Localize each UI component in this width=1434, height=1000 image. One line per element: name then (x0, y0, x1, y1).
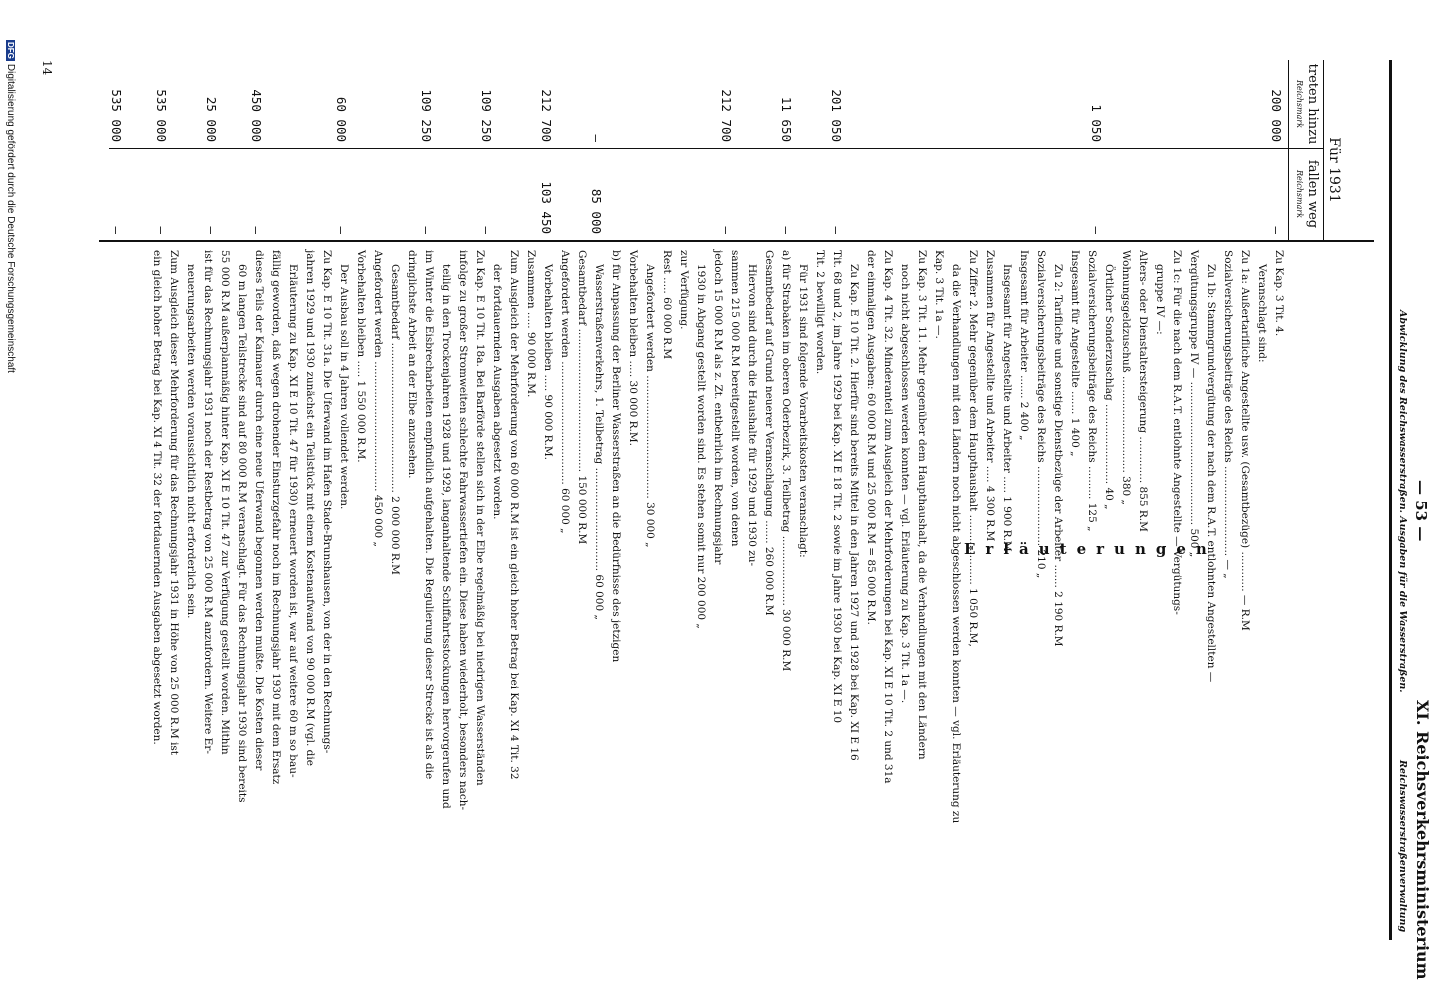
text-line: Zum Ausgleich der Mehrforderung von 60 000 R.M ist ein gleich hoher Betrag bei Kap. XI 4 Tit. 32 (508, 250, 520, 780)
text-line: Sozialversicherungsbeiträge des Reichs ........................ 210 „ (1035, 250, 1047, 579)
text-line: Erläuterung zu Kap. XI E 10 Tit. 47 für 1930) erneuert worden ist, war auf weitere 60 m so bau- (287, 264, 299, 778)
amount-hinzu: 212 700 (539, 89, 554, 142)
amount-hinzu: 25 000 (204, 96, 219, 142)
text-line: Veranschlagt sind: (1256, 264, 1268, 363)
text-line: infolge zu großer Stromweiten schlechte Fahrwassertiefen ein. Diese haben wiederholt, besonders nach- (457, 250, 469, 811)
text-line: Hiervon sind durch die Haushalte für 1929 und 1930 zu- (746, 264, 758, 567)
page-number: — 53 — (1412, 480, 1430, 542)
text-line: gruppe IV —: (1154, 264, 1166, 335)
text-line: Zu 2: Tarifliche und sonstige Dienstbezüge der Arbeiter ....... 2 190 R.M (1052, 264, 1064, 647)
amount-weg: — (419, 226, 434, 234)
column-group-label: Für 1931 (1326, 137, 1342, 203)
text-line: fällig geworden, daß wegen drohender Einsturzgefahr noch im Rechnungsjahr 1930 mit dem Ersatz (270, 250, 282, 785)
column-divider (109, 148, 1324, 149)
text-line: Insgesamt für Angestellte ....... 1 400 „ (1069, 250, 1081, 457)
text-line: 60 m langen Teilstrecke sind auf 80 000 R.M veranschlagt. Für das Rechnungsjahr 1930 sind bereits (236, 264, 248, 803)
amount-weg: — (829, 226, 844, 234)
text-line: Alters- oder Dienstaltersteigerung .............. 855 R.M (1137, 250, 1149, 532)
amount-hinzu: 60 000 (334, 96, 349, 142)
text-line: Zu Kap. 4 Tit. 32. Minderanteil zum Ausgleich der Mehrforderungen bei Kap. XI E 10 Tit. 2 und 31a (882, 250, 894, 784)
amount-weg: 85 000 (589, 188, 604, 234)
text-line: jahren 1929 und 1930 zunächst ein Teilstück mit einem Kostenaufwand von 90 000 R.M (vgl. die (304, 250, 316, 766)
column-header-rule-bottom (1288, 60, 1289, 240)
amount-weg: — (154, 226, 169, 234)
amount-hinzu: 450 000 (249, 89, 264, 142)
text-line: der einmaligen Ausgaben: 60 000 R.M und 25 000 R.M = 85 000 R.M. (865, 250, 877, 625)
text-line: b) für Anpassung der Berliner Wasserstraßen an die Bedürfnisse des jetzigen (610, 250, 622, 663)
text-line: sammen 215 000 R.M bereitgestellt worden, von denen (729, 250, 741, 547)
text-line: 1930 in Abgang gestellt worden sind. Es stehen somit nur 200 000 „ (695, 264, 707, 629)
text-line: jedoch 15 000 R.M als z. Zt. entbehrlich im Rechnungsjahr (712, 250, 724, 565)
text-line: Zu Ziffer 2. Mehr gegenüber dem Haupthaushalt ..................... 1 050 R.M, (967, 250, 979, 647)
text-line: im Winter die Eisbrecharbeiten empfindlich aufgehalten. Die Regulierung dieser Strecke ist als die (423, 250, 435, 780)
column-hinzu-label: treten hinzu (1305, 63, 1320, 145)
text-line: dringlichste Arbeit an der Elbe anzusehen. (406, 250, 418, 479)
amount-hinzu: 200 000 (1269, 89, 1284, 142)
text-line: Zu 1a: Außertarifliche Angestellte usw. (Gesamtbezüge) ............ — R.M (1239, 250, 1251, 631)
text-line: Für 1931 sind folgende Vorarbeitskosten veranschlagt: (797, 264, 809, 558)
text-line: dieses Teils der Kaimauer durch eine neue Uferwand begonnen werden mußte. Die Kosten dieser (253, 250, 265, 771)
text-line: Angefordert werden ....................................... 450 000 „ (372, 250, 384, 547)
amount-weg: 103 450 (539, 181, 554, 234)
text-line: zur Verfügung. (678, 250, 690, 330)
text-line: Vorbehalten bleiben ..... 30 000 R.M. (627, 250, 639, 446)
header-subtitle-right: Reichswasserstraßenverwaltung (1397, 760, 1408, 933)
text-line: Gesamtbedarf ............................................. 2 000 000 R.M (389, 264, 401, 575)
text-line: Wohnungsgeldzuschuß ............................. 380 „ (1120, 250, 1132, 505)
text-line: noch nicht abgeschlossen werden konnten — vgl. Erläuterung zu Kap. 3 Tit. 1a —. (899, 264, 911, 704)
text-line: Zu Kap. E 10 Tit. 2. Hierfür sind bereits Mittel in den Jahren 1927 und 1928 bei Kap. XI E 16 (848, 264, 860, 761)
amount-weg: — (779, 226, 794, 234)
column-weg-label: fallen weg (1305, 159, 1320, 229)
column-right-border (99, 240, 1374, 242)
text-line: Zu Kap. 3 Tit. 11. Mehr gegenüber dem Haupthaushalt, da die Verhandlungen mit den Ländern (916, 250, 928, 760)
text-line: Angefordert werden ..................................... 30 000 „ (644, 264, 656, 548)
column-weg-unit: Reichsmark (1295, 169, 1304, 219)
amount-hinzu: 535 000 (109, 89, 124, 142)
text-line: 55 000 R.M außerplanmäßig hinter Kap. XI E 10 Tit. 47 zur Verfügung gestellt worden. Mithin (219, 250, 231, 755)
text-line: da die Verhandlungen mit den Ländern noch nicht abgeschlossen werden konnten — vgl. Erläuterung zu (950, 264, 962, 824)
footer-credit: Digitalisierung gefördert durch die Deutsche Forschungsgemeinschaft (5, 63, 16, 373)
text-line: Der Ausbau soll in 4 Jahren vollendet werden. (338, 264, 350, 510)
amount-weg: — (109, 226, 124, 234)
text-line: Zusammen ..... 90 000 R.M. (525, 250, 537, 398)
text-line: der fortdauernden Ausgaben abgesetzt worden. (491, 264, 503, 520)
text-line: Zu Kap. E 10 Tit. 31a. Die Uferwand im Hafen Stade-Brunshausen, von der in den Rechnungs- (321, 250, 333, 754)
text-line: Tit. 2 bewilligt worden. (814, 250, 826, 375)
text-line: Zum Ausgleich dieser Mehrforderung für das Rechnungsjahr 1931 in Höhe von 25 000 R.M ist (168, 250, 180, 756)
header-rule (1389, 60, 1392, 940)
amount-weg: — (719, 226, 734, 234)
text-line: Angefordert werden ..................................... 60 000 „ (559, 250, 571, 534)
text-line: Insgesamt für Arbeiter ....... 2 400 „ (1018, 250, 1030, 441)
footer-credit-line (5, 40, 16, 373)
text-line: Örtlicher Sonderzuschlag ........................ 40 „ (1103, 264, 1115, 510)
text-line: ist für das Rechnungsjahr 1931 noch der Restbetrag von 25 000 R.M anzufordern. Weitere Er- (202, 250, 214, 754)
text-line: Zu Kap. E 10 Tit. 18a. Bei Barförde stellen sich in der Elbe regelmäßig bei niedrigen Wasserständen (474, 250, 486, 786)
amount-weg: — (204, 226, 219, 234)
text-line: Rest ..... 60 000 R.M (661, 250, 673, 360)
text-line: Zusammen für Angestellte und Arbeiter ..... 4 300 R.M (984, 250, 996, 542)
amount-hinzu: 1 050 (1089, 104, 1104, 142)
amount-hinzu: 109 250 (419, 89, 434, 142)
page-marker: 14 (40, 60, 54, 76)
text-line: Wasserstraßenverkehrs, 1. Teilbetrag ............................... 60 000 „ (593, 264, 605, 620)
text-line: Insgesamt für Angestellte und Arbeiter ..... 1 900 R.M (1001, 264, 1013, 552)
amount-weg: — (249, 226, 264, 234)
amount-hinzu: 535 000 (154, 89, 169, 142)
amount-hinzu: 212 700 (719, 89, 734, 142)
section-title: Erläuterungen (964, 540, 1217, 558)
amount-weg: — (479, 226, 494, 234)
chapter-title: XI. Reichsverkehrsministerium (1413, 700, 1432, 980)
text-line: Zu Kap. 3 Tit. 4. (1273, 250, 1285, 337)
amount-hinzu: — (589, 134, 604, 142)
text-line: Vergütungsgruppe IV — ........................................... 500 „ (1188, 250, 1200, 558)
text-line: Gesamtbedarf auf Grund neuerer Veranschlagung ....... 260 000 R.M (763, 250, 775, 616)
text-line: Sozialversicherungsbeiträge des Reichs ........................... — „ (1222, 250, 1234, 579)
text-line: Sozialversicherungsbeiträge des Reichs .......... 125 „ (1086, 250, 1098, 532)
column-hinzu-unit: Reichsmark (1295, 79, 1304, 129)
text-line: neuerungsarbeiten werden voraussichtlich nicht erforderlich sein. (185, 264, 197, 619)
text-line: a) für Strabaken im oberen Oderbezirk, 3. Teilbetrag ..................... 30 000 R.M (780, 250, 792, 672)
amount-hinzu: 201 050 (829, 89, 844, 142)
text-line: Vorbehalten bleiben ..... 1 550 000 R.M. (355, 250, 367, 463)
amount-hinzu: 11 650 (779, 96, 794, 142)
amount-weg: — (1089, 226, 1104, 234)
amount-hinzu: 109 250 (479, 89, 494, 142)
text-line: Vorbehalten bleiben ..... 90 000 R.M. (542, 264, 554, 460)
text-line: teilig in den Trockenjahren 1928 und 1929, langanhaltende Schiffahrtsstockungen hervorgerufen und (440, 264, 452, 809)
header-subtitle-left: Abwicklung des Reichswasserstraßen. Ausgaben für die Wasserstraßen. (1397, 310, 1408, 693)
text-line: Kap. 3 Tit. 1a —. (933, 250, 945, 339)
amount-weg: — (334, 226, 349, 234)
text-line: Gesamtbedarf ........................................... 150 000 R.M (576, 250, 588, 545)
text-line: Tit. 68 und 2, im Jahre 1929 bei Kap. XI E 18 Tit. 2 sowie im Jahre 1930 bei Kap. XI E 10 (831, 250, 843, 724)
amount-weg: — (1269, 226, 1284, 234)
column-header-rule-top (1323, 60, 1324, 240)
text-line: Zu 1c: Für die nach dem R.A.T. entlohnte Angestellte — Vergütungs- (1171, 250, 1183, 615)
text-line: Zu 1b: Stammgrundvergütung der nach dem R.A.T. entlohnten Angestellten — (1205, 264, 1217, 683)
dfg-logo: DFG (6, 42, 15, 59)
text-line: ein gleich hoher Betrag bei Kap. XI 4 Tit. 32 der fortdauernden Ausgaben abgesetzt worden. (151, 250, 163, 745)
